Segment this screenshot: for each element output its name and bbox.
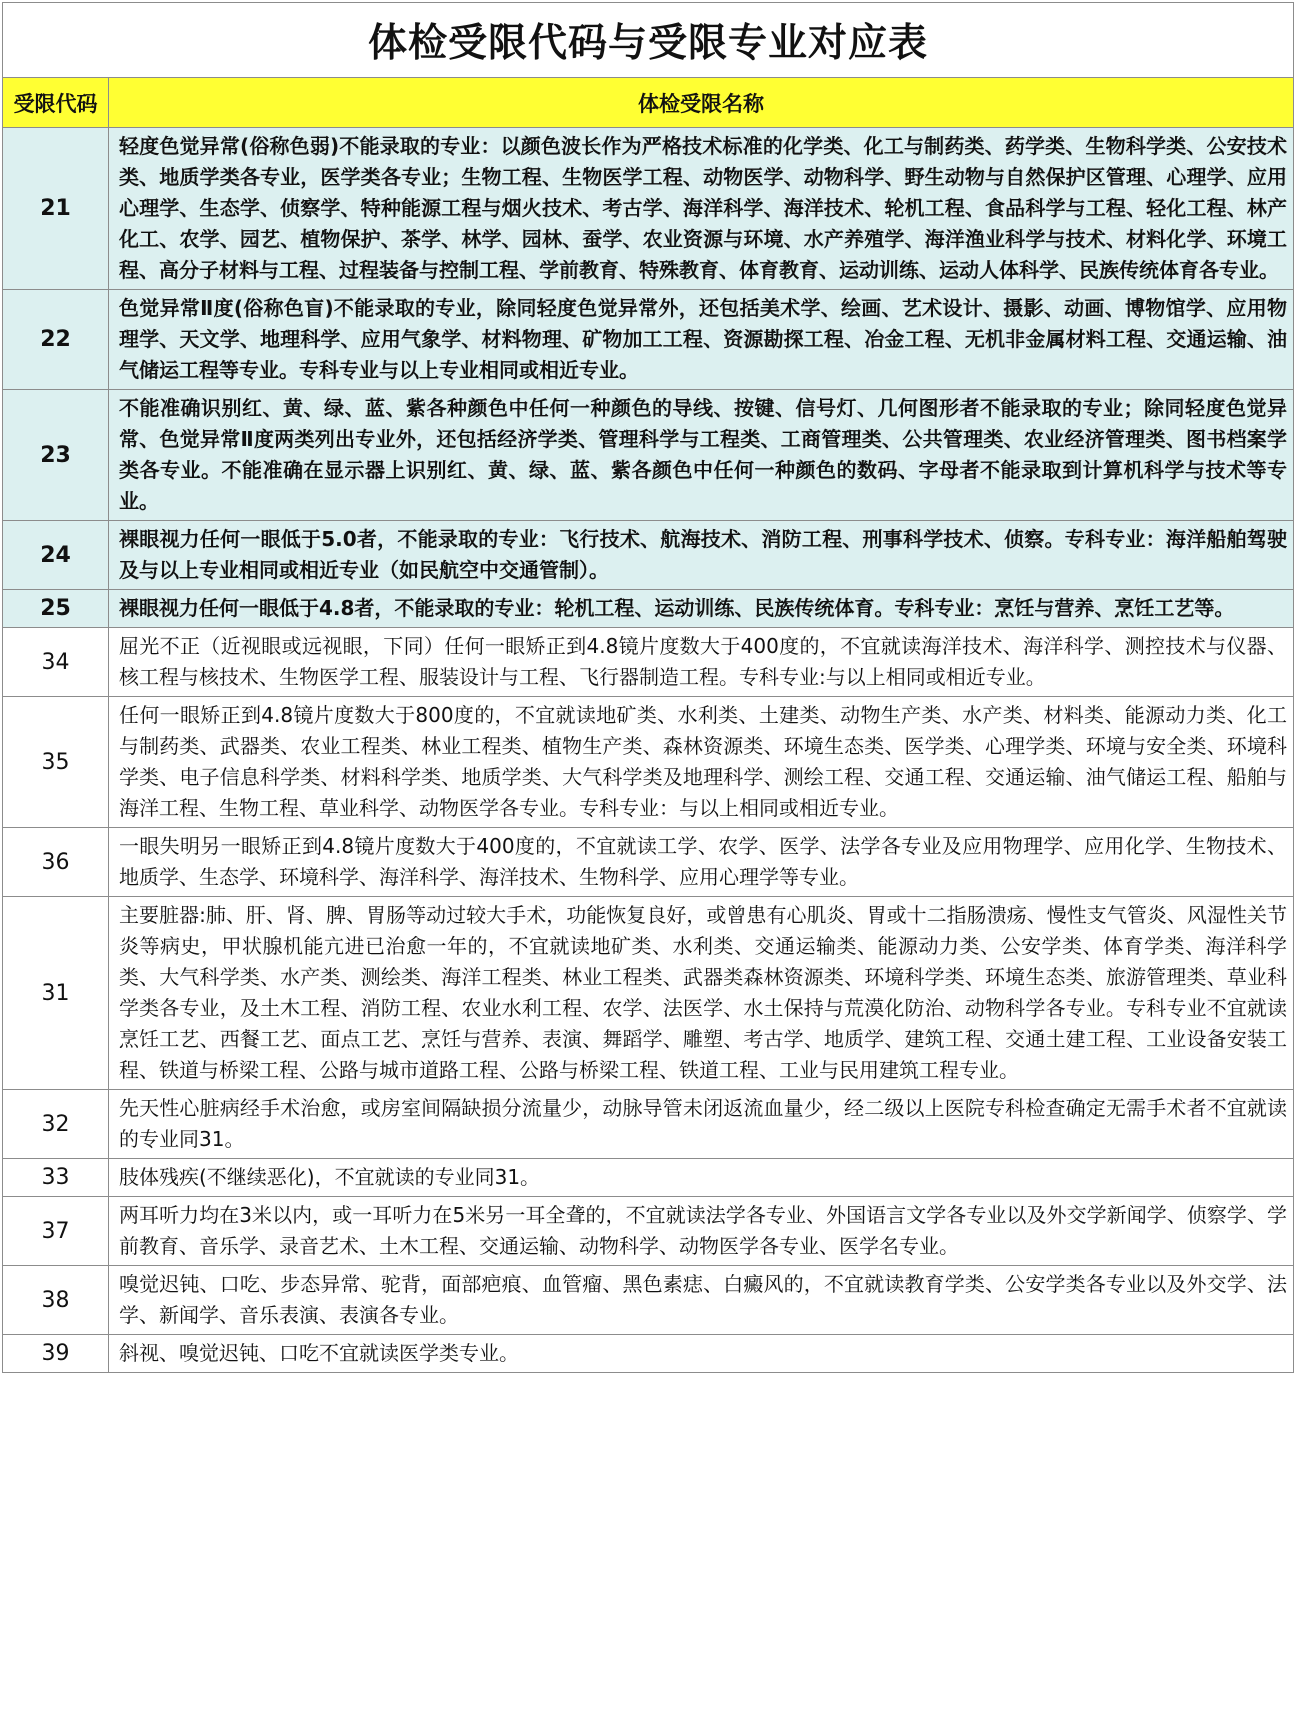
table-row [3,828,1294,897]
restriction-description: 裸眼视力任何一眼低于5.0者，不能录取的专业：飞行技术、航海技术、消防工程、刑事科学技术、侦察。专科专业：海洋船舶驾驶及与以上专业相同或相近专业（如民航空中交通管制）。 [109,521,1294,590]
restriction-description: 色觉异常Ⅱ度(俗称色盲)不能录取的专业，除同轻度色觉异常外，还包括美术学、绘画、艺术设计、摄影、动画、博物馆学、应用物理学、天文学、地理科学、应用气象学、材料物理、矿物加工工程、资源勘探工程、冶金工程、无机非金属材料工程、交通运输、油气储运工程等专业。专科专业与以上专业相同或相近专业。 [109,290,1294,390]
restriction-description: 一眼失明另一眼矫正到4.8镜片度数大于400度的，不宜就读工学、农学、医学、法学各专业及应用物理学、应用化学、生物技术、地质学、生态学、环境科学、海洋科学、海洋技术、生物科学、应用心理学等专业。 [109,828,1294,897]
table-row [3,290,1294,390]
header-name: 体检受限名称 [109,78,1294,128]
table-row [3,1090,1294,1159]
table-row [3,128,1294,290]
table-row [3,1266,1294,1335]
restriction-code: 31 [3,897,109,1090]
restriction-description: 主要脏器:肺、肝、肾、脾、胃肠等动过较大手术，功能恢复良好，或曾患有心肌炎、胃或十二指肠溃疡、慢性支气管炎、风湿性关节炎等病史，甲状腺机能亢进已治愈一年的，不宜就读地矿类、水利类、交通运输类、能源动力类、公安学类、体育学类、海洋科学类、大气科学类、水产类、测绘类、海洋工程类、林业工程类、武器类森林资源类、环境科学类、环境生态类、旅游管理类、草业科学类各专业，及土木工程、消防工程、农业水利工程、农学、法医学、水土保持与荒漠化防治、动物科学各专业。专科专业不宜就读烹饪工艺、西餐工艺、面点工艺、烹饪与营养、表演、舞蹈学、雕塑、考古学、地质学、建筑工程、交通土建工程、工业设备安装工程、铁道与桥梁工程、公路与城市道路工程、公路与桥梁工程、铁道工程、工业与民用建筑工程专业。 [109,897,1294,1090]
table-row [3,1197,1294,1266]
restriction-code: 38 [3,1266,109,1335]
table-row [3,897,1294,1090]
restriction-code: 23 [3,390,109,521]
table-row [3,590,1294,628]
restriction-code: 22 [3,290,109,390]
restriction-code: 25 [3,590,109,628]
restriction-description: 斜视、嗅觉迟钝、口吃不宜就读医学类专业。 [109,1335,1294,1373]
table-row [3,628,1294,697]
restriction-table-sheet [2,2,1293,1373]
restriction-code: 36 [3,828,109,897]
table-row [3,521,1294,590]
restriction-code: 33 [3,1159,109,1197]
restriction-code: 34 [3,628,109,697]
header-row [3,78,1294,128]
restriction-description: 先天性心脏病经手术治愈，或房室间隔缺损分流量少，动脉导管未闭返流血量少，经二级以上医院专科检查确定无需手术者不宜就读的专业同31。 [109,1090,1294,1159]
table-row [3,1159,1294,1197]
restriction-description: 轻度色觉异常(俗称色弱)不能录取的专业：以颜色波长作为严格技术标准的化学类、化工与制药类、药学类、生物科学类、公安技术类、地质学类各专业，医学类各专业；生物工程、生物医学工程、动物医学、动物科学、野生动物与自然保护区管理、心理学、应用心理学、生态学、侦察学、特种能源工程与烟火技术、考古学、海洋科学、海洋技术、轮机工程、食品科学与工程、轻化工程、林产化工、农学、园艺、植物保护、茶学、林学、园林、蚕学、农业资源与环境、水产养殖学、海洋渔业科学与技术、材料化学、环境工程、高分子材料与工程、过程装备与控制工程、学前教育、特殊教育、体育教育、运动训练、运动人体科学、民族传统体育各专业。 [109,128,1294,290]
header-code: 受限代码 [3,78,109,128]
restriction-table [2,2,1294,1373]
restriction-description: 肢体残疾(不继续恶化)，不宜就读的专业同31。 [109,1159,1294,1197]
restriction-code: 21 [3,128,109,290]
table-row [3,1335,1294,1373]
restriction-description: 裸眼视力任何一眼低于4.8者，不能录取的专业：轮机工程、运动训练、民族传统体育。专科专业：烹饪与营养、烹饪工艺等。 [109,590,1294,628]
table-title: 体检受限代码与受限专业对应表 [3,3,1294,78]
restriction-code: 39 [3,1335,109,1373]
restriction-code: 32 [3,1090,109,1159]
restriction-description: 嗅觉迟钝、口吃、步态异常、驼背，面部疤痕、血管瘤、黑色素痣、白癜风的，不宜就读教育学类、公安学类各专业以及外交学、法学、新闻学、音乐表演、表演各专业。 [109,1266,1294,1335]
table-row [3,390,1294,521]
restriction-description: 屈光不正（近视眼或远视眼，下同）任何一眼矫正到4.8镜片度数大于400度的，不宜就读海洋技术、海洋科学、测控技术与仪器、核工程与核技术、生物医学工程、服装设计与工程、飞行器制造工程。专科专业:与以上相同或相近专业。 [109,628,1294,697]
restriction-description: 不能准确识别红、黄、绿、蓝、紫各种颜色中任何一种颜色的导线、按键、信号灯、几何图形者不能录取的专业；除同轻度色觉异常、色觉异常Ⅱ度两类列出专业外，还包括经济学类、管理科学与工程类、工商管理类、公共管理类、农业经济管理类、图书档案学类各专业。不能准确在显示器上识别红、黄、绿、蓝、紫各颜色中任何一种颜色的数码、字母者不能录取到计算机科学与技术等专业。 [109,390,1294,521]
restriction-code: 24 [3,521,109,590]
restriction-code: 35 [3,697,109,828]
table-row [3,697,1294,828]
restriction-code: 37 [3,1197,109,1266]
restriction-description: 两耳听力均在3米以内，或一耳听力在5米另一耳全聋的，不宜就读法学各专业、外国语言文学各专业以及外交学新闻学、侦察学、学前教育、音乐学、录音艺术、土木工程、交通运输、动物科学、动物医学各专业、医学名专业。 [109,1197,1294,1266]
restriction-description: 任何一眼矫正到4.8镜片度数大于800度的，不宜就读地矿类、水利类、土建类、动物生产类、水产类、材料类、能源动力类、化工与制药类、武器类、农业工程类、林业工程类、植物生产类、森林资源类、环境生态类、医学类、心理学类、环境与安全类、环境科学类、电子信息科学类、材料科学类、地质学类、大气科学类及地理科学、测绘工程、交通工程、交通运输、油气储运工程、船舶与海洋工程、生物工程、草业科学、动物医学各专业。专科专业：与以上相同或相近专业。 [109,697,1294,828]
